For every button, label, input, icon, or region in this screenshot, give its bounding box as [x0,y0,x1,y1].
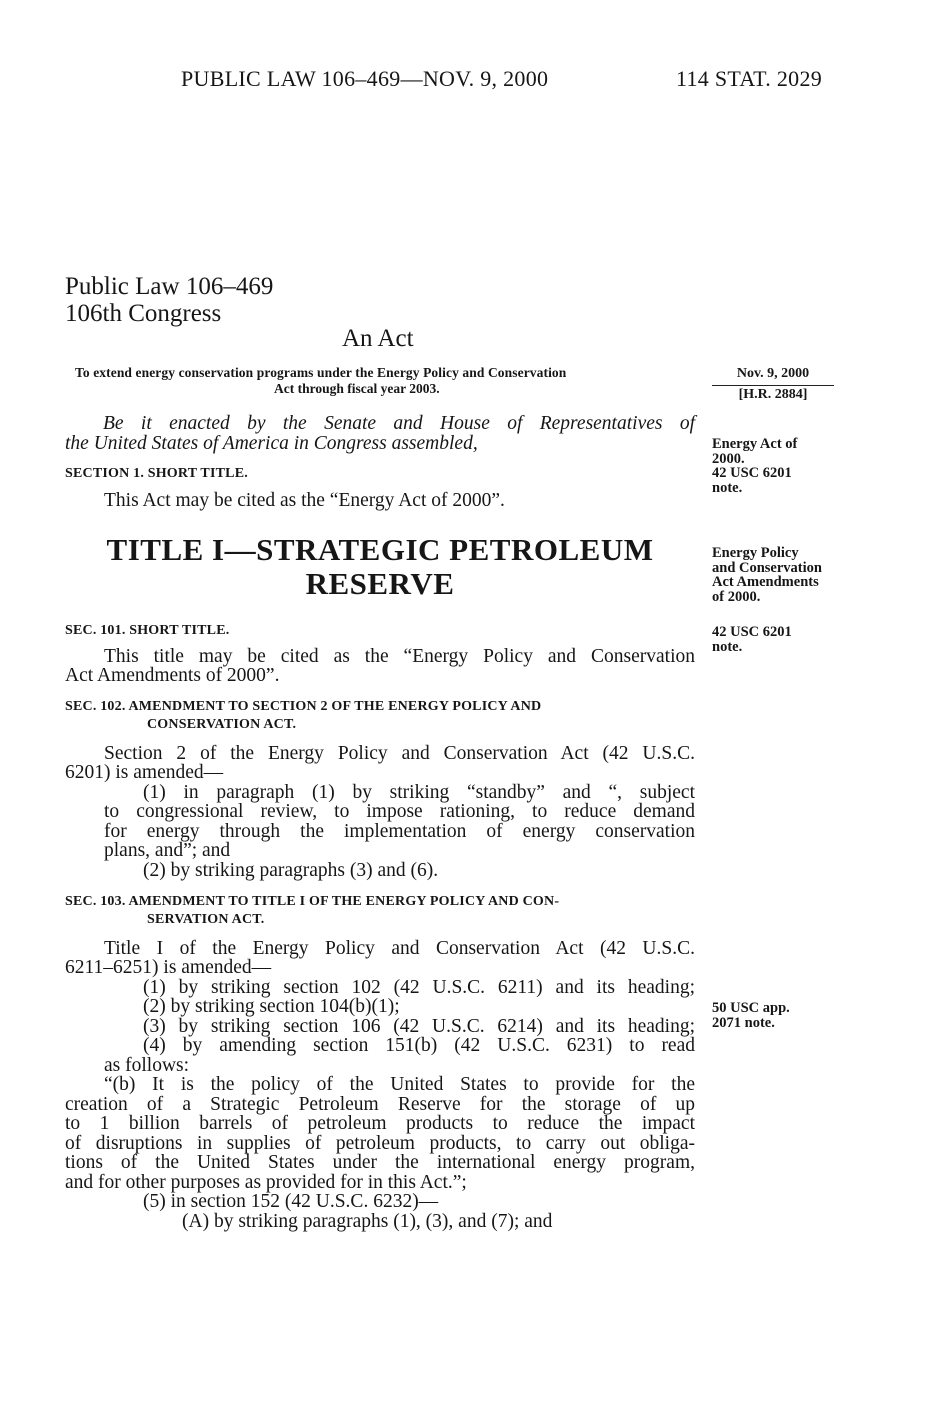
purpose-line-2: Act through fiscal year 2003. [274,381,440,396]
margin-note-short-title [712,546,822,604]
sec102-text-line: Section 2 of the Energy Policy and Conservation Act (42 U.S.C. [104,743,695,764]
title-heading-line-1: TITLE I—STRATEGIC PETROLEUM [106,532,654,567]
margin-note-line: Energy Policy [712,545,799,561]
sec103-text-line: (3) by striking section 106 (42 U.S.C. 6214) and its heading; [143,1016,695,1037]
sec102-text-line: (2) by striking paragraphs (3) and (6). [143,860,439,881]
section-1-text: This Act may be cited as the “Energy Act of 2000”. [104,490,505,511]
margin-note-line: 42 USC 6201 [712,465,792,481]
margin-note-line: Energy Act of [712,436,798,452]
margin-note-line: note. [712,479,743,496]
sec102-text-line: to congressional review, to impose rationing, to reduce demand [104,801,695,822]
purpose-line-1: To extend energy conservation programs under the Energy Policy and Conservation [75,365,567,380]
title-heading [65,533,695,601]
sec103-text-line: creation of a Strategic Petroleum Reserve for the storage of up [65,1094,695,1115]
sec103-text-line: (4) by amending section 151(b) (42 U.S.C. 6231) to read [143,1035,695,1056]
sec103-text-line: (1) by striking section 102 (42 U.S.C. 6211) and its heading; [143,977,695,998]
sec103-text-line: (5) in section 152 (42 U.S.C. 6232)— [143,1191,439,1212]
sec103-text-line: (2) by striking section 104(b)(1); [143,996,400,1017]
running-header-citation: PUBLIC LAW 106–469—NOV. 9, 2000 [181,66,549,91]
enacting-clause-line-1: Be it enacted by the Senate and House of Representatives of [103,413,695,434]
sec102-text-line: plans, and”; and [104,840,231,861]
margin-note-line: Act Amendments [712,574,819,590]
sec102-text-line: for energy through the implementation of energy conservation [104,821,695,842]
margin-note-usc-6201 [712,625,792,654]
margin-note-line: 50 USC app. [712,1000,790,1016]
sec103-text-line: “(b) It is the policy of the United States to provide for the [104,1074,695,1095]
section-101-line-1: This title may be cited as the “Energy Policy and Conservation [104,646,695,667]
section-102-heading-cont: CONSERVATION ACT. [147,717,297,732]
sec103-text-line: of disruptions in supplies of petroleum products, to carry out obliga- [65,1133,695,1154]
enacting-clause-line-2: the United States of America in Congress assembled, [65,433,478,454]
an-act-heading: An Act [342,325,414,352]
margin-note-line: 2071 note. [712,1014,775,1031]
section-101-line-2: Act Amendments of 2000”. [65,665,280,686]
margin-note-energy-act [712,437,797,495]
section-102-heading: SEC. 102. AMENDMENT TO SECTION 2 OF THE ENERGY POLICY AND [65,699,542,714]
margin-bill-number: [H.R. 2884] [738,387,808,402]
sec102-text-line: 6201) is amended— [65,762,224,783]
margin-note-line: 42 USC 6201 [712,624,792,640]
title-heading-line-2: RESERVE [305,566,455,601]
margin-note-line: and Conservation [712,559,822,576]
margin-note-line: 2000. [712,450,745,467]
sec103-text-line: Title I of the Energy Policy and Conservation Act (42 U.S.C. [104,938,695,959]
sec103-text-line: (A) by striking paragraphs (1), (3), and (7); and [182,1211,553,1232]
law-number: Public Law 106–469 [65,273,274,300]
margin-note-line: note. [712,638,743,655]
running-header-page: 114 STAT. 2029 [676,66,823,91]
sec103-text-line: and for other purposes as provided for in this Act.”; [65,1172,467,1193]
margin-date: Nov. 9, 2000 [712,366,834,386]
margin-note-line: of 2000. [712,588,761,605]
sec103-text-line: to 1 billion barrels of petroleum products to reduce the impact [65,1113,695,1134]
sec102-text-line: (1) in paragraph (1) by striking “standby” and “, subject [143,782,695,803]
margin-note-50-usc [712,1001,790,1030]
section-103-heading: SEC. 103. AMENDMENT TO TITLE I OF THE ENERGY POLICY AND CON- [65,894,560,909]
section-103-heading-cont: SERVATION ACT. [147,912,265,927]
section-101-heading: SEC. 101. SHORT TITLE. [65,623,230,638]
sec103-text-line: tions of the United States under the international energy program, [65,1152,695,1173]
sec103-text-line: as follows: [104,1055,190,1076]
congress-number: 106th Congress [65,300,222,327]
section-1-heading: SECTION 1. SHORT TITLE. [65,466,248,481]
sec103-text-line: 6211–6251) is amended— [65,957,272,978]
